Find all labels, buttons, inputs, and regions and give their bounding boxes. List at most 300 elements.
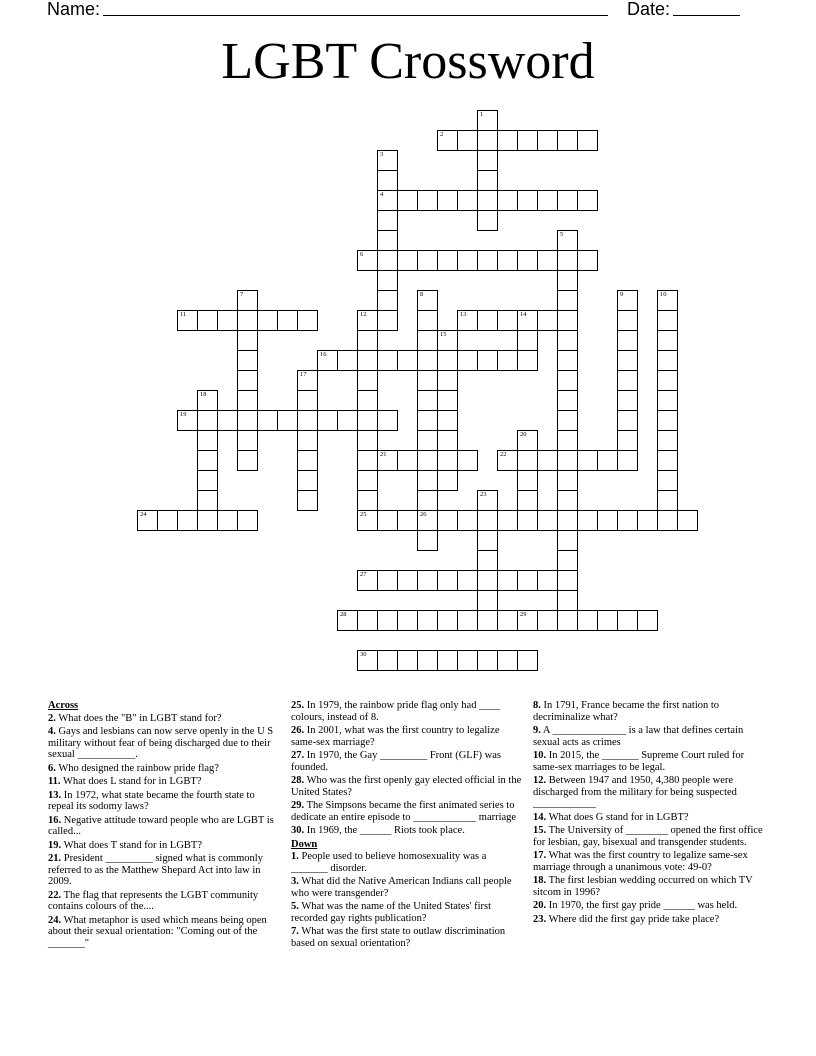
- grid-cell[interactable]: [297, 470, 318, 491]
- grid-cell[interactable]: [557, 350, 578, 371]
- grid-cell[interactable]: [397, 350, 418, 371]
- clue-number: 2: [440, 131, 444, 138]
- grid-cell[interactable]: [557, 230, 578, 251]
- grid-cell[interactable]: [197, 410, 218, 431]
- grid-cell[interactable]: [517, 490, 538, 511]
- grid-cell[interactable]: [417, 530, 438, 551]
- grid-cell[interactable]: [577, 510, 598, 531]
- grid-cell[interactable]: [417, 390, 438, 411]
- clue-number: 7: [240, 291, 244, 298]
- grid-cell[interactable]: [477, 510, 498, 531]
- grid-cell[interactable]: [557, 450, 578, 471]
- grid-cell[interactable]: [337, 350, 358, 371]
- clue-number: 15: [440, 331, 447, 338]
- grid-cell[interactable]: [377, 350, 398, 371]
- clue-number: 21: [380, 451, 387, 458]
- grid-cell[interactable]: [357, 330, 378, 351]
- grid-cell[interactable]: [297, 430, 318, 451]
- grid-cell[interactable]: [497, 610, 518, 631]
- grid-cell[interactable]: [557, 590, 578, 611]
- grid-cell[interactable]: [337, 610, 358, 631]
- grid-cell[interactable]: [577, 130, 598, 151]
- clue-number: 6: [360, 251, 364, 258]
- grid-cell[interactable]: [377, 570, 398, 591]
- grid-cell[interactable]: [137, 510, 158, 531]
- clue-item: [291, 926, 523, 949]
- grid-cell[interactable]: [377, 610, 398, 631]
- grid-cell[interactable]: [377, 510, 398, 531]
- grid-cell[interactable]: [417, 450, 438, 471]
- grid-cell[interactable]: [297, 310, 318, 331]
- grid-cell[interactable]: [197, 470, 218, 491]
- grid-cell[interactable]: [377, 410, 398, 431]
- grid-cell[interactable]: [457, 510, 478, 531]
- grid-cell[interactable]: [497, 570, 518, 591]
- grid-cell[interactable]: [497, 250, 518, 271]
- grid-cell[interactable]: [617, 450, 638, 471]
- clue-item-text: In 1791, France became the first nation to decriminalize what?: [533, 700, 720, 723]
- grid-cell[interactable]: [437, 130, 458, 151]
- grid-cell[interactable]: [197, 430, 218, 451]
- grid-cell[interactable]: [657, 350, 678, 371]
- clue-item-number: 14.: [533, 811, 547, 823]
- clue-item: [533, 700, 765, 723]
- grid-cell[interactable]: [357, 370, 378, 391]
- grid-cell[interactable]: [417, 430, 438, 451]
- clue-item: [533, 750, 765, 773]
- grid-cell[interactable]: [197, 310, 218, 331]
- clue-item-text: People used to believe homosexuality was a _______ disorder.: [291, 851, 487, 874]
- clue-item: [533, 900, 765, 912]
- grid-cell[interactable]: [557, 410, 578, 431]
- grid-cell[interactable]: [657, 410, 678, 431]
- grid-cell[interactable]: [457, 350, 478, 371]
- grid-cell[interactable]: [477, 590, 498, 611]
- grid-cell[interactable]: [317, 350, 338, 371]
- grid-cell[interactable]: [657, 310, 678, 331]
- grid-cell[interactable]: [657, 330, 678, 351]
- grid-cell[interactable]: [657, 430, 678, 451]
- grid-cell[interactable]: [237, 330, 258, 351]
- grid-cell[interactable]: [657, 290, 678, 311]
- grid-cell[interactable]: [517, 570, 538, 591]
- grid-cell[interactable]: [477, 610, 498, 631]
- clue-number: 25: [360, 511, 367, 518]
- grid-cell[interactable]: [297, 410, 318, 431]
- grid-cell[interactable]: [477, 130, 498, 151]
- grid-cell[interactable]: [177, 410, 198, 431]
- clue-item-number: 1.: [291, 851, 299, 862]
- grid-cell[interactable]: [617, 370, 638, 391]
- grid-cell[interactable]: [617, 430, 638, 451]
- clue-number: 24: [140, 511, 147, 518]
- clue-item-text: Negative attitude toward people who are LGBT is called...: [48, 814, 274, 837]
- grid-cell[interactable]: [357, 470, 378, 491]
- clue-item-text: A ______________ is a law that defines certain sexual acts as crimes: [533, 725, 744, 748]
- grid-cell[interactable]: [177, 310, 198, 331]
- name-label: Name:: [47, 0, 101, 19]
- grid-cell[interactable]: [197, 490, 218, 511]
- grid-cell[interactable]: [297, 490, 318, 511]
- grid-cell[interactable]: [577, 190, 598, 211]
- grid-cell[interactable]: [557, 130, 578, 151]
- grid-cell[interactable]: [417, 330, 438, 351]
- grid-cell[interactable]: [397, 570, 418, 591]
- grid-cell[interactable]: [397, 510, 418, 531]
- grid-cell[interactable]: [457, 450, 478, 471]
- clue-number: 5: [560, 231, 564, 238]
- grid-cell[interactable]: [617, 410, 638, 431]
- grid-cell[interactable]: [597, 510, 618, 531]
- grid-cell[interactable]: [417, 290, 438, 311]
- grid-cell[interactable]: [677, 510, 698, 531]
- grid-cell[interactable]: [517, 430, 538, 451]
- clue-number: 1: [480, 111, 484, 118]
- clue-item-text: Between 1947 and 1950, 4,380 people were discharged from the military for being suspected ____________: [533, 775, 737, 809]
- grid-cell[interactable]: [337, 410, 358, 431]
- grid-cell[interactable]: [437, 570, 458, 591]
- grid-cell[interactable]: [357, 410, 378, 431]
- grid-cell[interactable]: [497, 510, 518, 531]
- grid-cell[interactable]: [437, 650, 458, 671]
- clue-number: 18: [200, 391, 207, 398]
- clue-number: 20: [520, 431, 527, 438]
- grid-cell[interactable]: [377, 150, 398, 171]
- grid-cell[interactable]: [617, 390, 638, 411]
- grid-cell[interactable]: [437, 350, 458, 371]
- clue-item-text: What did the Native American Indians call people who were transgender?: [291, 876, 512, 899]
- grid-cell[interactable]: [617, 290, 638, 311]
- grid-cell[interactable]: [617, 610, 638, 631]
- grid-cell[interactable]: [477, 110, 498, 131]
- clue-item: [48, 915, 280, 950]
- grid-cell[interactable]: [657, 370, 678, 391]
- grid-cell[interactable]: [437, 250, 458, 271]
- grid-cell[interactable]: [357, 490, 378, 511]
- grid-cell[interactable]: [537, 510, 558, 531]
- grid-cell[interactable]: [417, 310, 438, 331]
- grid-cell[interactable]: [557, 310, 578, 331]
- grid-cell[interactable]: [357, 450, 378, 471]
- grid-cell[interactable]: [357, 390, 378, 411]
- grid-cell[interactable]: [517, 330, 538, 351]
- grid-cell[interactable]: [497, 350, 518, 371]
- grid-cell[interactable]: [557, 510, 578, 531]
- grid-cell[interactable]: [377, 250, 398, 271]
- clue-number: 13: [460, 311, 467, 318]
- grid-cell[interactable]: [517, 190, 538, 211]
- grid-cell[interactable]: [237, 350, 258, 371]
- grid-cell[interactable]: [477, 530, 498, 551]
- grid-cell[interactable]: [537, 610, 558, 631]
- grid-cell[interactable]: [417, 610, 438, 631]
- grid-cell[interactable]: [577, 450, 598, 471]
- clue-item-text: The Simpsons became the first animated series to dedicate an entire episode to ____________ marriage: [291, 800, 517, 823]
- grid-cell[interactable]: [637, 610, 658, 631]
- grid-cell[interactable]: [537, 190, 558, 211]
- down-heading: Down: [291, 838, 318, 850]
- grid-cell[interactable]: [537, 570, 558, 591]
- grid-cell[interactable]: [237, 450, 258, 471]
- clue-item: [48, 840, 280, 852]
- clue-item: [291, 901, 523, 924]
- grid-cell[interactable]: [437, 390, 458, 411]
- grid-cell[interactable]: [417, 190, 438, 211]
- grid-cell[interactable]: [557, 490, 578, 511]
- grid-cell[interactable]: [217, 510, 238, 531]
- clue-item: [291, 851, 523, 874]
- grid-cell[interactable]: [237, 310, 258, 331]
- grid-cell[interactable]: [157, 510, 178, 531]
- grid-cell[interactable]: [317, 410, 338, 431]
- grid-cell[interactable]: [617, 310, 638, 331]
- grid-cell[interactable]: [237, 410, 258, 431]
- grid-cell[interactable]: [417, 510, 438, 531]
- grid-cell[interactable]: [477, 570, 498, 591]
- grid-cell[interactable]: [237, 510, 258, 531]
- clue-number: 30: [360, 651, 367, 658]
- grid-cell[interactable]: [357, 570, 378, 591]
- grid-cell[interactable]: [377, 270, 398, 291]
- grid-cell[interactable]: [557, 270, 578, 291]
- grid-cell[interactable]: [457, 610, 478, 631]
- grid-cell[interactable]: [437, 190, 458, 211]
- grid-cell[interactable]: [417, 350, 438, 371]
- grid-cell[interactable]: [437, 510, 458, 531]
- grid-cell[interactable]: [657, 450, 678, 471]
- grid-cell[interactable]: [417, 650, 438, 671]
- grid-cell[interactable]: [557, 470, 578, 491]
- grid-cell[interactable]: [477, 190, 498, 211]
- grid-cell[interactable]: [377, 310, 398, 331]
- grid-cell[interactable]: [457, 650, 478, 671]
- grid-cell[interactable]: [517, 470, 538, 491]
- grid-cell[interactable]: [537, 130, 558, 151]
- clue-item-text: In 1972, what state became the fourth state to repeal its sodomy laws?: [48, 789, 255, 812]
- grid-cell[interactable]: [517, 250, 538, 271]
- grid-cell[interactable]: [197, 510, 218, 531]
- clue-item-text: What metaphor is used which means being open about their sexual orientation: "Coming out of the _______": [48, 914, 267, 949]
- grid-cell[interactable]: [237, 370, 258, 391]
- clue-number: 16: [320, 351, 327, 358]
- grid-cell[interactable]: [477, 150, 498, 171]
- grid-cell[interactable]: [477, 550, 498, 571]
- grid-cell[interactable]: [357, 250, 378, 271]
- grid-cell[interactable]: [377, 230, 398, 251]
- grid-cell[interactable]: [617, 350, 638, 371]
- grid-cell[interactable]: [657, 390, 678, 411]
- clue-item-number: 16.: [48, 814, 62, 826]
- grid-cell[interactable]: [517, 130, 538, 151]
- clue-number: 17: [300, 371, 307, 378]
- grid-cell[interactable]: [197, 390, 218, 411]
- grid-cell[interactable]: [637, 510, 658, 531]
- clue-item-number: 19.: [48, 839, 62, 851]
- grid-cell[interactable]: [657, 490, 678, 511]
- grid-cell[interactable]: [437, 470, 458, 491]
- grid-cell[interactable]: [517, 610, 538, 631]
- grid-cell[interactable]: [557, 370, 578, 391]
- grid-cell[interactable]: [357, 430, 378, 451]
- clue-item: [291, 825, 523, 837]
- grid-cell[interactable]: [557, 610, 578, 631]
- grid-cell[interactable]: [497, 650, 518, 671]
- grid-cell[interactable]: [457, 130, 478, 151]
- grid-cell[interactable]: [617, 330, 638, 351]
- grid-cell[interactable]: [237, 290, 258, 311]
- clue-item-number: 29.: [291, 800, 305, 811]
- grid-cell[interactable]: [557, 250, 578, 271]
- grid-cell[interactable]: [537, 310, 558, 331]
- clues-column-3: [533, 700, 765, 927]
- grid-cell[interactable]: [397, 450, 418, 471]
- clue-item: [48, 790, 280, 813]
- clue-number: 26: [420, 511, 427, 518]
- clue-number: 14: [520, 311, 527, 318]
- page-title: LGBT Crossword: [221, 33, 595, 90]
- grid-cell[interactable]: [577, 610, 598, 631]
- clue-item-number: 24.: [48, 914, 62, 926]
- grid-cell[interactable]: [297, 450, 318, 471]
- grid-cell[interactable]: [297, 390, 318, 411]
- grid-cell[interactable]: [657, 510, 678, 531]
- grid-cell[interactable]: [437, 450, 458, 471]
- clue-item-number: 23.: [533, 913, 547, 925]
- grid-cell[interactable]: [277, 310, 298, 331]
- grid-cell[interactable]: [417, 250, 438, 271]
- grid-cell[interactable]: [417, 570, 438, 591]
- clue-item-text: In 1970, the Gay _________ Front (GLF) was founded.: [291, 750, 501, 773]
- grid-cell[interactable]: [497, 190, 518, 211]
- grid-cell[interactable]: [557, 570, 578, 591]
- grid-cell[interactable]: [457, 190, 478, 211]
- clue-item-number: 7.: [291, 926, 299, 937]
- grid-cell[interactable]: [497, 450, 518, 471]
- grid-cell[interactable]: [477, 170, 498, 191]
- grid-cell[interactable]: [477, 210, 498, 231]
- clue-number: 3: [380, 151, 384, 158]
- grid-cell[interactable]: [417, 410, 438, 431]
- grid-cell[interactable]: [217, 310, 238, 331]
- grid-cell[interactable]: [217, 410, 238, 431]
- grid-cell[interactable]: [177, 510, 198, 531]
- clue-item-number: 28.: [291, 775, 305, 786]
- grid-cell[interactable]: [237, 430, 258, 451]
- clue-item: [291, 775, 523, 798]
- grid-cell[interactable]: [477, 490, 498, 511]
- grid-cell[interactable]: [377, 190, 398, 211]
- clue-item-number: 4.: [48, 726, 56, 737]
- grid-cell[interactable]: [517, 450, 538, 471]
- grid-cell[interactable]: [357, 650, 378, 671]
- clue-item-number: 21.: [48, 853, 62, 864]
- grid-cell[interactable]: [377, 290, 398, 311]
- clue-item-number: 5.: [291, 901, 299, 912]
- clue-number: 28: [340, 611, 347, 618]
- grid-cell[interactable]: [397, 190, 418, 211]
- grid-cell[interactable]: [197, 450, 218, 471]
- clue-item: [291, 725, 523, 748]
- grid-cell[interactable]: [557, 430, 578, 451]
- clue-number: 22: [500, 451, 507, 458]
- grid-cell[interactable]: [517, 510, 538, 531]
- grid-cell[interactable]: [557, 190, 578, 211]
- grid-cell[interactable]: [357, 350, 378, 371]
- clue-item-number: 12.: [533, 775, 547, 786]
- grid-cell[interactable]: [517, 350, 538, 371]
- grid-cell[interactable]: [497, 130, 518, 151]
- grid-cell[interactable]: [617, 510, 638, 531]
- grid-cell[interactable]: [437, 610, 458, 631]
- grid-cell[interactable]: [397, 250, 418, 271]
- grid-cell[interactable]: [477, 350, 498, 371]
- grid-cell[interactable]: [377, 170, 398, 191]
- grid-cell[interactable]: [417, 490, 438, 511]
- grid-cell[interactable]: [377, 650, 398, 671]
- grid-cell[interactable]: [437, 410, 458, 431]
- clue-item: [48, 815, 280, 838]
- grid-cell[interactable]: [557, 550, 578, 571]
- grid-cell[interactable]: [457, 250, 478, 271]
- grid-cell[interactable]: [437, 430, 458, 451]
- clue-item-number: 30.: [291, 825, 305, 836]
- across-heading: Across: [48, 700, 79, 711]
- grid-cell[interactable]: [657, 470, 678, 491]
- grid-cell[interactable]: [457, 310, 478, 331]
- grid-cell[interactable]: [437, 330, 458, 351]
- clue-item: [291, 700, 523, 723]
- grid-cell[interactable]: [557, 390, 578, 411]
- grid-cell[interactable]: [477, 650, 498, 671]
- grid-cell[interactable]: [517, 650, 538, 671]
- clue-number: 11: [180, 311, 187, 318]
- grid-cell[interactable]: [477, 310, 498, 331]
- grid-cell[interactable]: [397, 650, 418, 671]
- grid-cell[interactable]: [537, 450, 558, 471]
- grid-cell[interactable]: [597, 450, 618, 471]
- clue-item-text: Who was the first openly gay elected official in the United States?: [291, 775, 522, 798]
- grid-cell[interactable]: [377, 210, 398, 231]
- grid-cell[interactable]: [417, 370, 438, 391]
- grid-cell[interactable]: [437, 370, 458, 391]
- grid-cell[interactable]: [497, 310, 518, 331]
- grid-cell[interactable]: [517, 310, 538, 331]
- grid-cell[interactable]: [257, 310, 278, 331]
- grid-cell[interactable]: [297, 370, 318, 391]
- grid-cell[interactable]: [257, 410, 278, 431]
- grid-cell[interactable]: [377, 450, 398, 471]
- grid-cell[interactable]: [457, 570, 478, 591]
- grid-cell[interactable]: [557, 290, 578, 311]
- grid-cell[interactable]: [557, 330, 578, 351]
- grid-cell[interactable]: [537, 250, 558, 271]
- grid-cell[interactable]: [557, 530, 578, 551]
- grid-cell[interactable]: [597, 610, 618, 631]
- clue-item: [533, 875, 765, 898]
- grid-cell[interactable]: [477, 250, 498, 271]
- grid-cell[interactable]: [357, 310, 378, 331]
- grid-cell[interactable]: [577, 250, 598, 271]
- grid-cell[interactable]: [237, 390, 258, 411]
- grid-cell[interactable]: [357, 610, 378, 631]
- grid-cell[interactable]: [357, 510, 378, 531]
- date-label: Date:: [627, 0, 671, 19]
- grid-cell[interactable]: [397, 610, 418, 631]
- clue-item-text: The University of ________ opened the first office for lesbian, gay, bisexual and transgender students.: [533, 825, 763, 848]
- grid-cell[interactable]: [277, 410, 298, 431]
- clue-item-text: The flag that represents the LGBT community contains colours of the....: [48, 889, 259, 912]
- grid-cell[interactable]: [417, 470, 438, 491]
